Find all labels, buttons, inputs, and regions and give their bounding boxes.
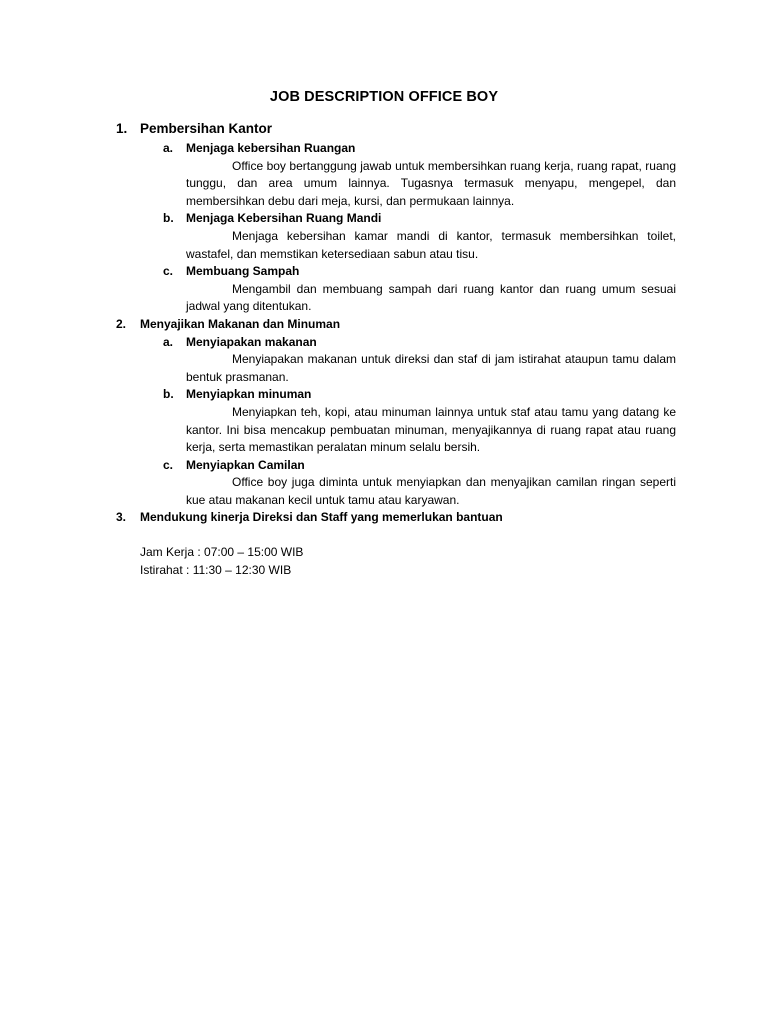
paragraph-2a: Menyiapakan makanan untuk direksi dan staf di jam istirahat ataupun tamu dalam bentuk prasmanan. (186, 352, 676, 384)
document-body (116, 119, 676, 579)
subsection-letter: b. (163, 211, 174, 226)
subsection-letter: a. (163, 141, 174, 155)
paragraph-2b: Menyiapkan teh, kopi, atau minuman lainnya untuk staf atau tamu yang datang ke kantor. Ini bisa mencakup pembuatan minuman, menyajikannya di ruang rapat atau ruang kerja, serta memastikan peralatan minum selalu bersih. (186, 404, 676, 455)
paragraph-2c: Office boy juga diminta untuk menyiapkan dan menyajikan camilan ringan seperti kue atau makanan kecil untuk tamu atau karyawan. (186, 475, 676, 507)
section-heading-1 (116, 119, 676, 139)
paragraph-1a: Office boy bertanggung jawab untuk membersihkan ruang kerja, ruang rapat, ruang tunggu, dan area umum lainnya. Tugasnya termasuk menyapu, mengepel, dan membersihkan debu dari meja, kursi, dan permukaan lainnya. (186, 158, 676, 208)
blank-line (116, 527, 676, 544)
document-title: JOB DESCRIPTION OFFICE BOY (269, 89, 499, 105)
subsection-heading-1c (163, 263, 676, 281)
subsection-title: Menyiapkan Camilan (186, 457, 305, 472)
section-heading-3 (116, 509, 676, 527)
work-hours: Jam Kerja : 07:00 – 15:00 WIB (140, 545, 304, 560)
subsection-heading-1b (163, 210, 676, 228)
subsection-letter: c. (163, 457, 174, 472)
subsection-letter: c. (163, 264, 174, 279)
section-title: Pembersihan Kantor (140, 121, 273, 136)
section-heading-2 (116, 316, 676, 334)
section-number: 2. (116, 316, 127, 331)
section-number: 3. (116, 510, 127, 525)
paragraph-1b: Menjaga kebersihan kamar mandi di kantor, termasuk membersihkan toilet, wastafel, dan memstikan ketersediaan sabun atau tisu. (186, 228, 676, 261)
break-hours: Istirahat : 11:30 – 12:30 WIB (140, 562, 292, 577)
subsection-title: Menyiapakan makanan (186, 334, 317, 349)
subsection-letter: b. (163, 387, 174, 402)
section-number: 1. (116, 121, 128, 136)
paragraph-1c: Mengambil dan membuang sampah dari ruang kantor dan ruang umum sesuai jadwal yang ditentukan. (186, 281, 676, 314)
subsection-title: Menjaga kebersihan Ruangan (186, 141, 356, 155)
subsection-heading-2c (163, 457, 676, 475)
subsection-letter: a. (163, 334, 174, 349)
subsection-title: Menyiapkan minuman (186, 387, 312, 402)
section-title: Menyajikan Makanan dan Minuman (140, 316, 341, 331)
subsection-heading-2a (163, 334, 676, 352)
subsection-title: Menjaga Kebersihan Ruang Mandi (186, 211, 382, 226)
subsection-title: Membuang Sampah (186, 264, 300, 279)
subsection-heading-2b (163, 386, 676, 404)
subsection-heading-1a (163, 140, 676, 158)
section-title: Mendukung kinerja Direksi dan Staff yang memerlukan bantuan (140, 510, 503, 525)
